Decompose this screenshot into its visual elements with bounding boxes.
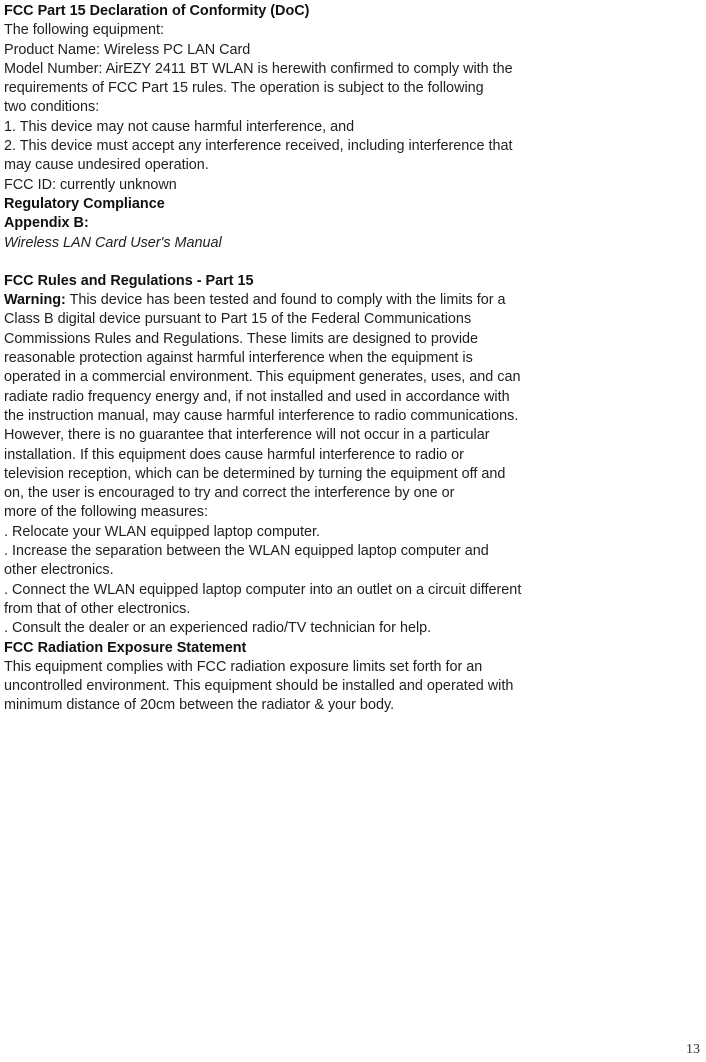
fcc-doc-heading: FCC Part 15 Declaration of Conformity (DoC) — [4, 3, 310, 19]
fcc-id-text: FCC ID: currently unknown — [4, 176, 177, 193]
warning-paragraph — [4, 310, 704, 638]
condition-2-text: 2. This device must accept any interference received, including interference that — [4, 138, 513, 155]
condition-2-text-cont: may cause undesired operation. — [4, 157, 209, 174]
following-equipment-text: The following equipment: — [4, 22, 164, 39]
appendix-heading: Appendix B: — [4, 215, 89, 232]
measure-item: . Increase the separation between the WLAN equipped laptop computer and — [4, 543, 489, 560]
warning-text: This device has been tested and found to comply with the limits for a — [65, 292, 506, 309]
model-number-text-cont: requirements of FCC Part 15 rules. The operation is subject to the following — [4, 80, 484, 97]
warning-line: more of the following measures: — [4, 504, 208, 521]
condition-1-text: 1. This device may not cause harmful interference, and — [4, 118, 355, 135]
radiation-line: This equipment complies with FCC radiation exposure limits set forth for an — [4, 658, 483, 675]
warning-line: operated in a commercial environment. This equipment generates, uses, and can — [4, 369, 521, 386]
manual-title: Wireless LAN Card User's Manual — [4, 234, 222, 251]
warning-line: Class B digital device pursuant to Part 15 of the Federal Communications — [4, 311, 472, 328]
radiation-line: minimum distance of 20cm between the radiator & your body. — [4, 697, 395, 714]
regulatory-compliance-heading: Regulatory Compliance — [4, 195, 165, 212]
warning-line: However, there is no guarantee that interference will not occur in a particular — [4, 427, 490, 444]
radiation-heading: FCC Radiation Exposure Statement — [4, 639, 247, 656]
warning-paragraph-first-line — [4, 291, 704, 310]
radiation-paragraph — [4, 658, 704, 716]
model-number-text-end: two conditions: — [4, 99, 100, 116]
radiation-line: uncontrolled environment. This equipment should be installed and operated with — [4, 678, 514, 695]
product-name-text: Product Name: Wireless PC LAN Card — [4, 41, 251, 58]
warning-label: Warning: — [4, 292, 66, 309]
measure-item: . Connect the WLAN equipped laptop computer into an outlet on a circuit different — [4, 581, 522, 598]
rules-heading: FCC Rules and Regulations - Part 15 — [4, 272, 254, 289]
measure-item: . Relocate your WLAN equipped laptop computer. — [4, 523, 320, 540]
warning-line: Commissions Rules and Regulations. These limits are designed to provide — [4, 330, 479, 347]
measure-item-cont: from that of other electronics. — [4, 600, 191, 617]
measure-item: . Consult the dealer or an experienced radio/TV technician for help. — [4, 620, 432, 637]
warning-line: reasonable protection against harmful interference when the equipment is — [4, 350, 473, 367]
warning-line: the instruction manual, may cause harmful interference to radio communications. — [4, 407, 519, 424]
page-number: 13 — [686, 1042, 700, 1057]
warning-line: radiate radio frequency energy and, if not installed and used in accordance with — [4, 388, 510, 405]
model-number-text: Model Number: AirEZY 2411 BT WLAN is herewith confirmed to comply with the — [4, 60, 513, 77]
measure-item-cont: other electronics. — [4, 562, 114, 579]
paragraph-gap — [4, 253, 704, 272]
warning-line: installation. If this equipment does cause harmful interference to radio or — [4, 446, 464, 463]
document-page — [4, 2, 704, 716]
warning-line: on, the user is encouraged to try and correct the interference by one or — [4, 485, 455, 502]
warning-line: television reception, which can be determined by turning the equipment off and — [4, 465, 506, 482]
